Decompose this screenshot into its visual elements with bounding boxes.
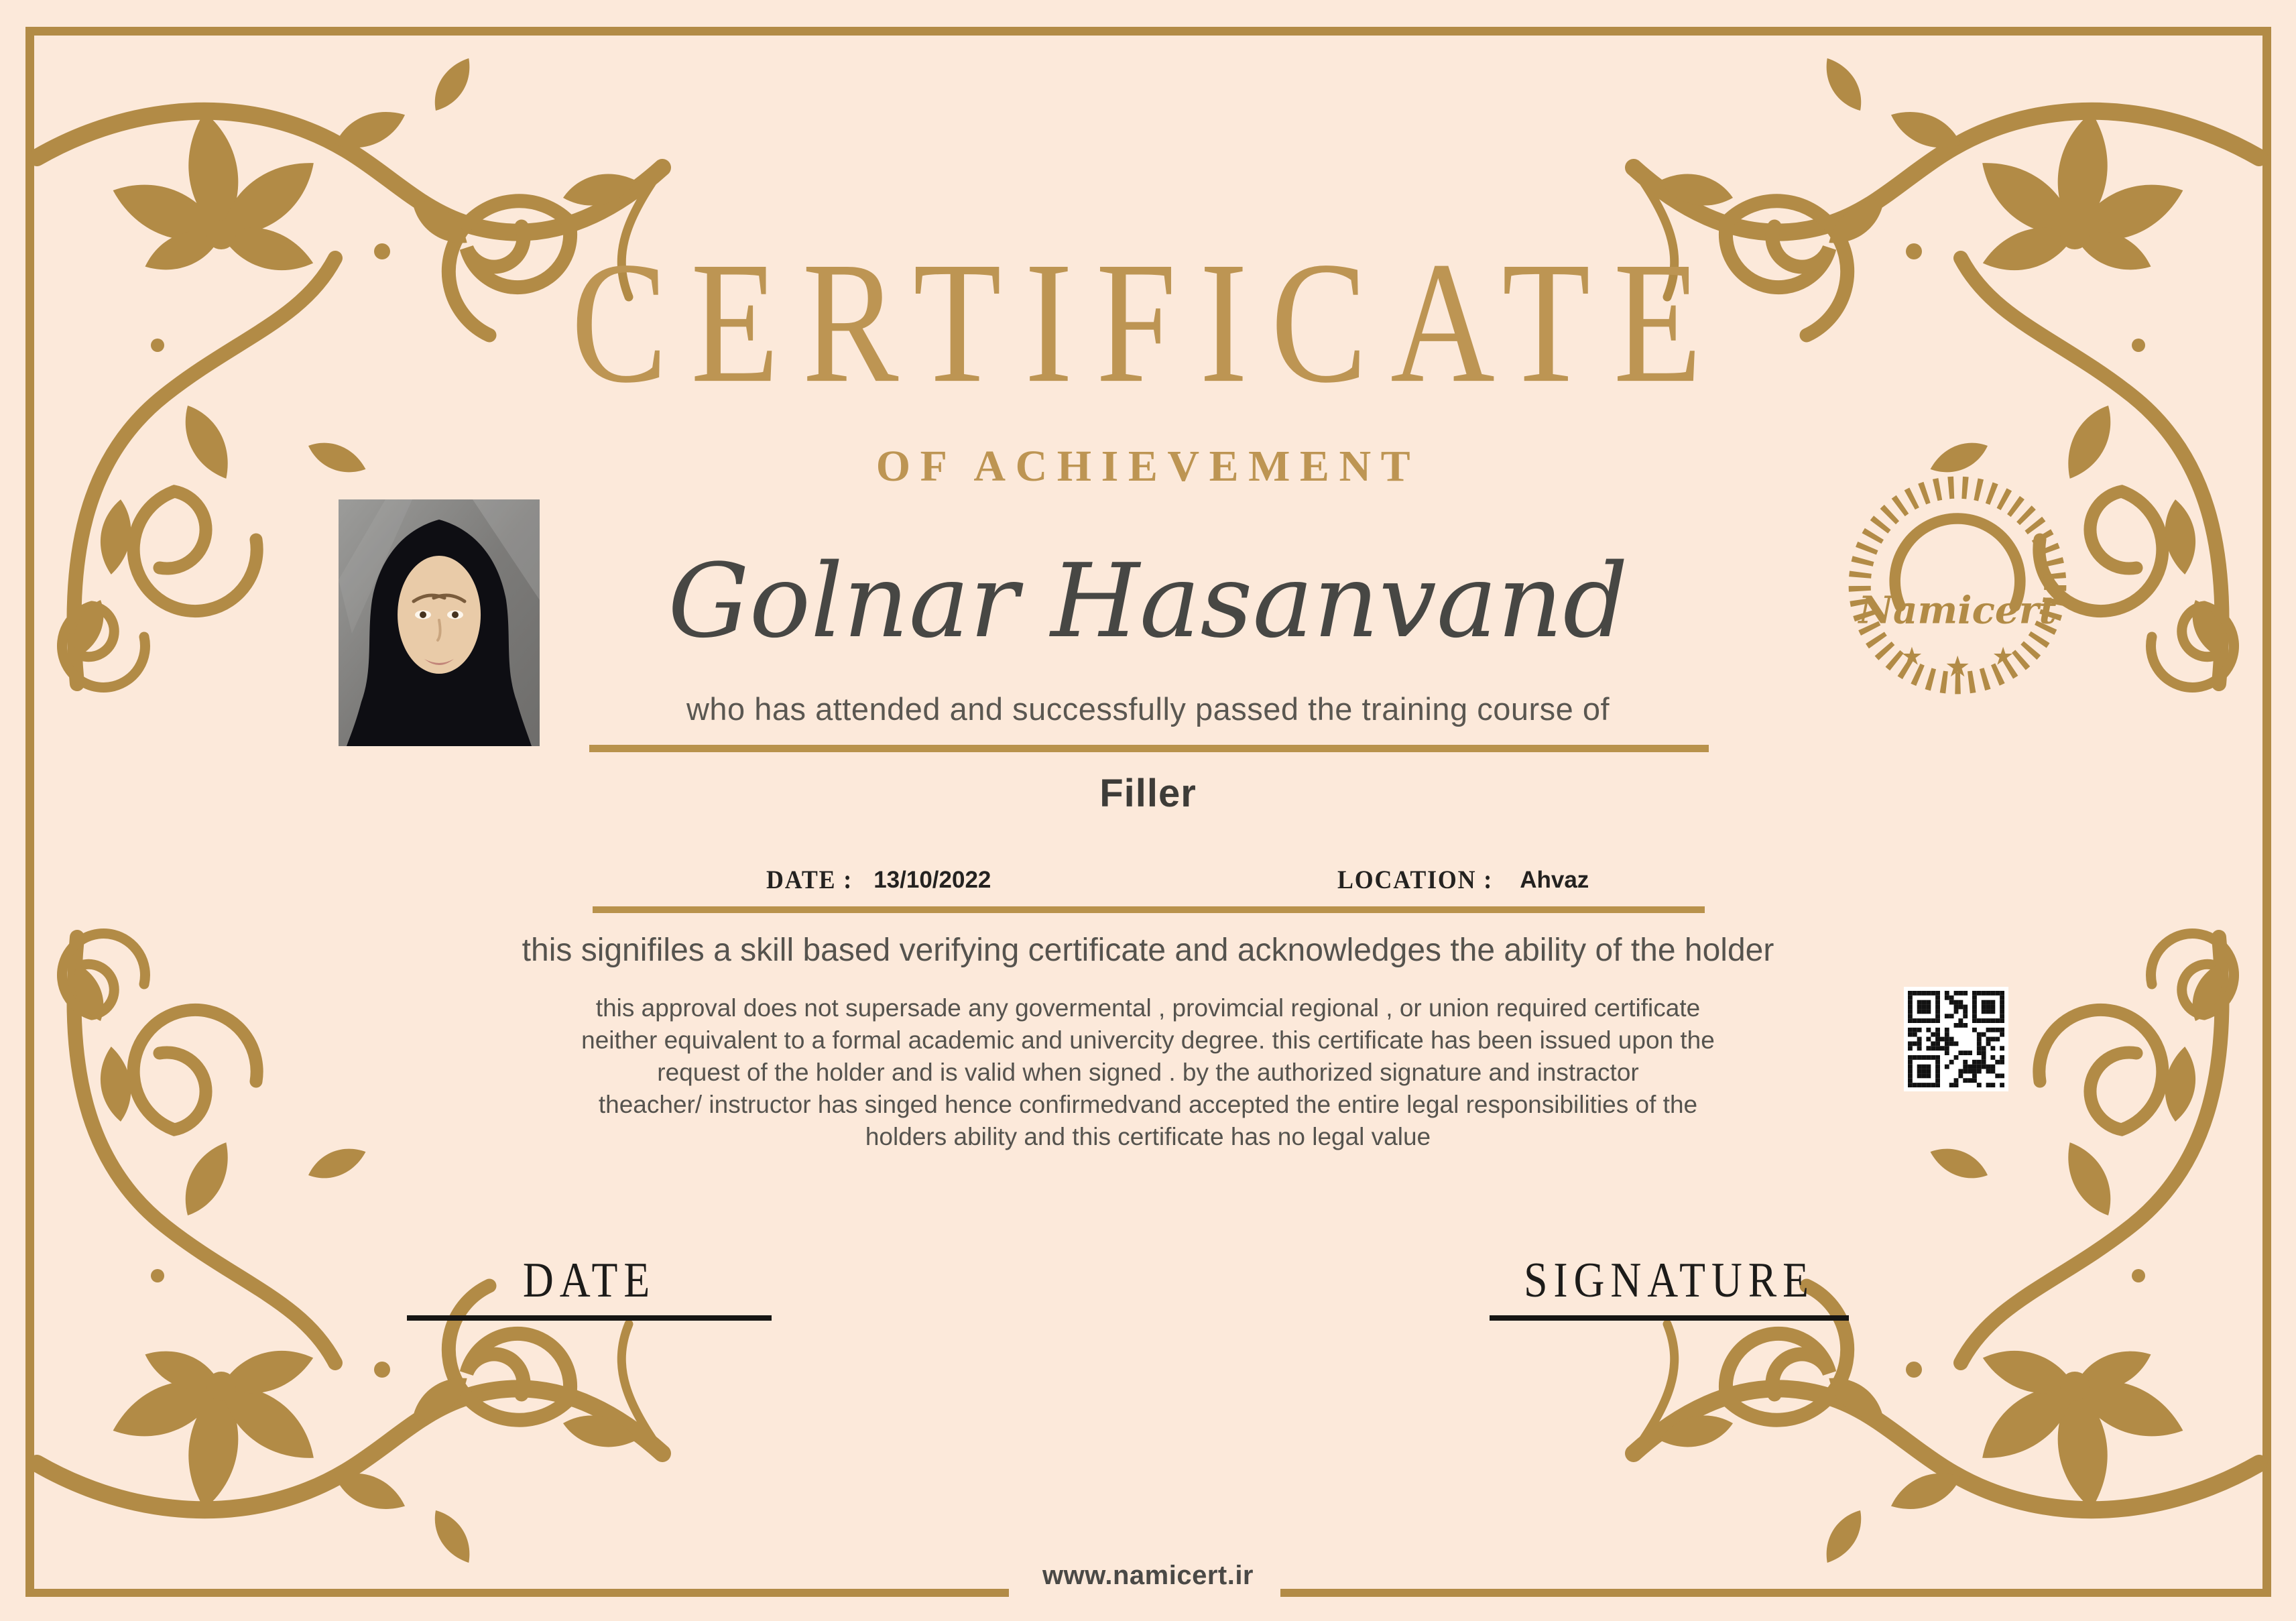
signoff-signature-label: SIGNATURE — [1524, 1253, 1815, 1308]
date-value: 13/10/2022 — [873, 866, 991, 893]
certificate-title: CERTIFICATE — [570, 226, 1726, 420]
signoff-date-underline — [407, 1315, 772, 1321]
statement-lead: this signifiles a skill based verifying certificate and acknowledges the ability of the holder — [522, 933, 1774, 968]
location-label: LOCATION : — [1337, 865, 1494, 894]
location-value: Ahvaz — [1520, 866, 1589, 893]
signoff-date-label: DATE — [522, 1253, 656, 1308]
statement-line: this approval does not supersade any govermental , provimcial regional , or union required certificate — [595, 994, 1701, 1022]
date-group — [766, 865, 991, 895]
course-title: Filler — [1099, 772, 1197, 815]
certificate-subtitle: OF ACHIEVEMENT — [875, 442, 1421, 491]
statement-line: request of the holder and is valid when signed . by the authorized signature and instractor — [657, 1059, 1639, 1086]
star-icon: ★ — [1944, 651, 1971, 684]
statement-line: holders ability and this certificate has no legal value — [865, 1123, 1431, 1150]
date-label: DATE : — [766, 865, 853, 894]
divider-rule-top — [589, 745, 1709, 752]
footer-website: www.namicert.ir — [1042, 1561, 1254, 1590]
qr-code — [1904, 987, 2008, 1091]
recipient-name: Golnar Hasanvand — [668, 542, 1628, 660]
star-icon: ★ — [1900, 642, 1923, 670]
divider-rule-bottom — [593, 906, 1705, 913]
intro-line: who has attended and successfully passed the training course of — [686, 691, 1610, 727]
statement-line: theacher/ instructor has singed hence confirmedvand accepted the entire legal responsibilities of the — [598, 1091, 1698, 1118]
signoff-signature-underline — [1490, 1315, 1849, 1321]
location-group — [1337, 865, 1589, 895]
star-icon: ★ — [1992, 642, 2014, 670]
seal-brand-text: Namicert — [1858, 588, 2057, 633]
statement-line: neither equivalent to a formal academic and univercity degree. this certificate has been issued upon the — [581, 1026, 1715, 1054]
